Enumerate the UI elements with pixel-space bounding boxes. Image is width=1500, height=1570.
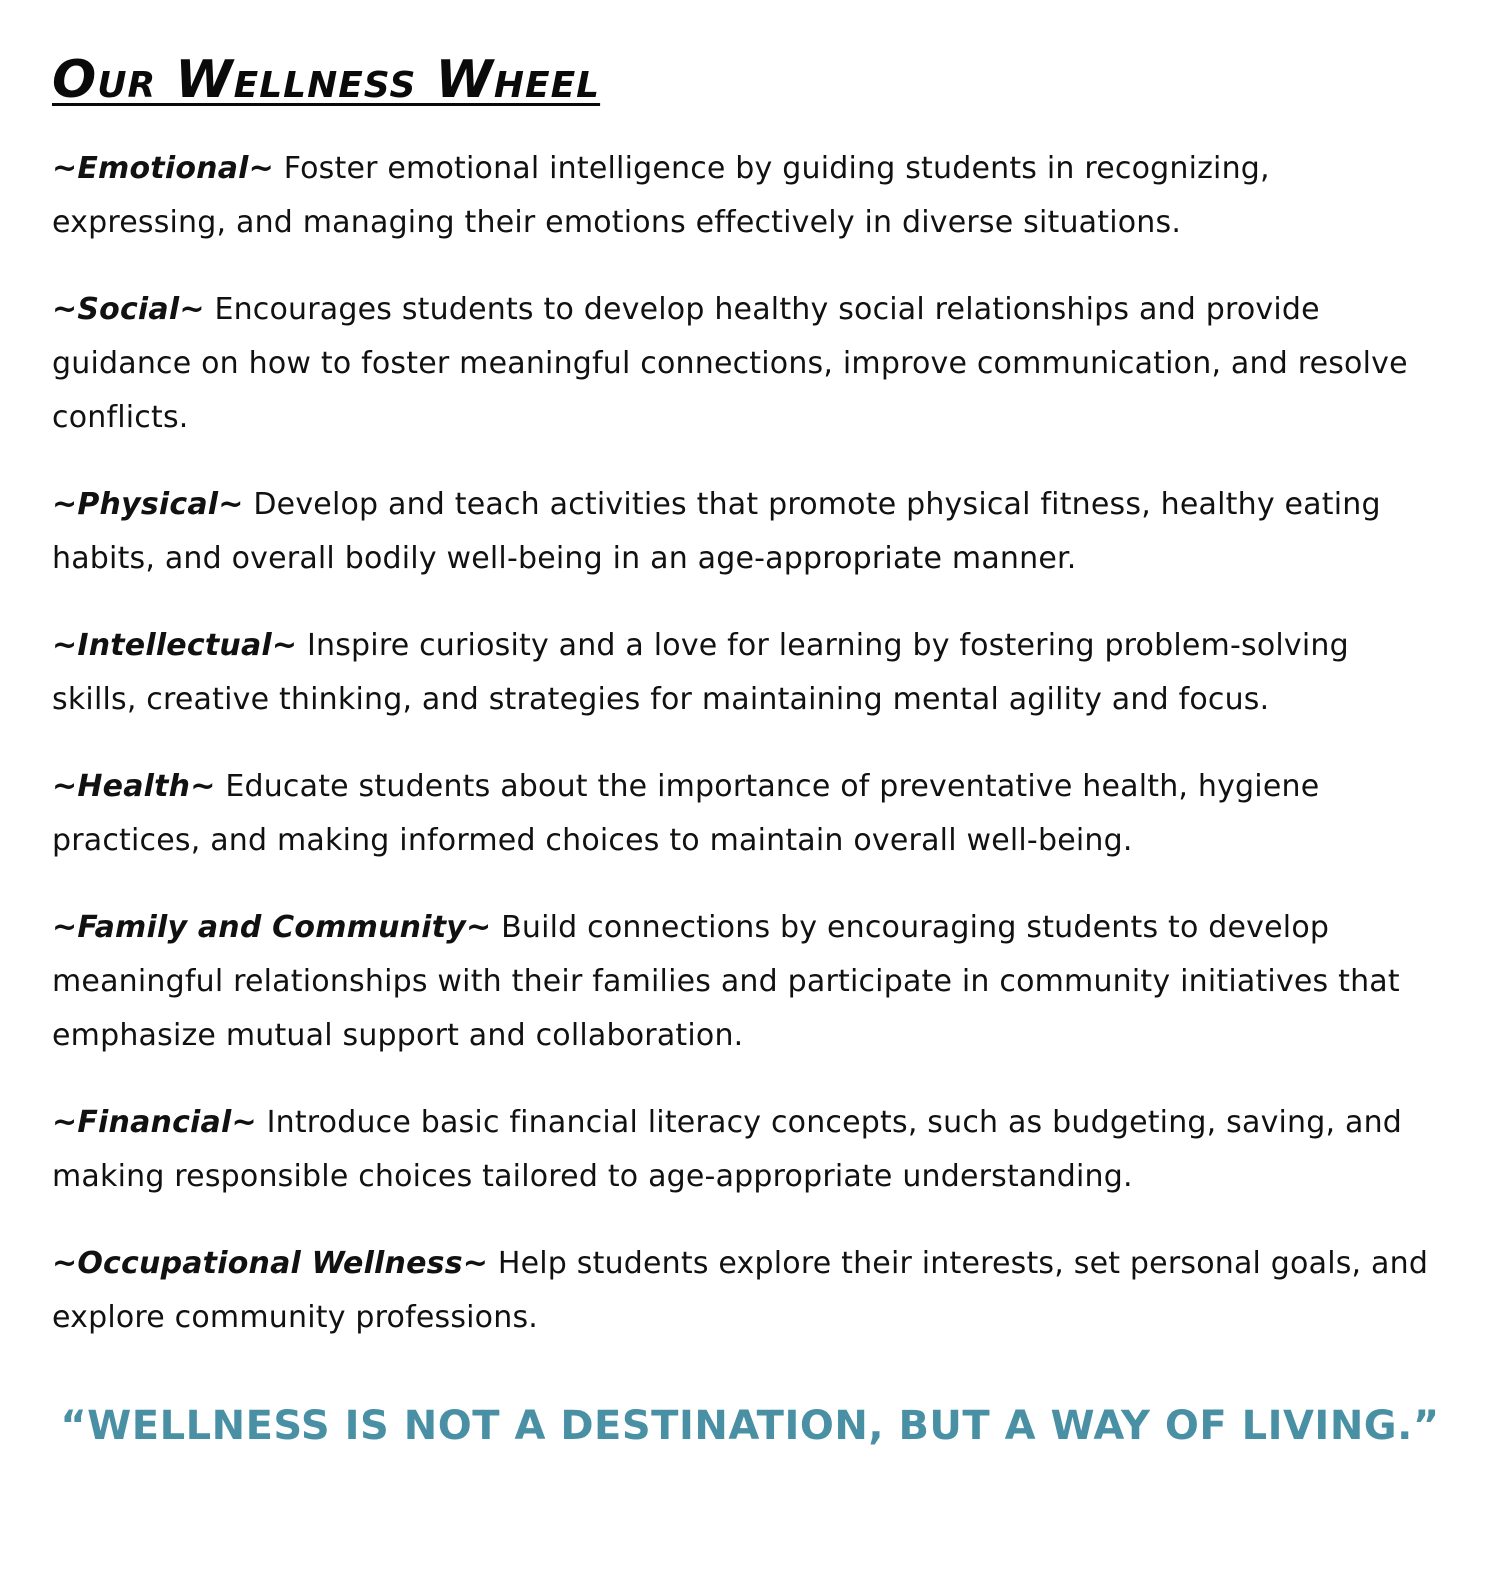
page-title: Our Wellness Wheel <box>52 50 601 110</box>
section-label: ~Emotional~ <box>52 151 274 186</box>
section-text: Help students explore their interests, set personal goals, and explore community professions. <box>52 1246 1429 1335</box>
section-financial <box>52 1096 1430 1204</box>
section-social <box>52 283 1430 445</box>
section-text: Build connections by encouraging students to develop meaningful relationships with their families and participate in community initiatives that emphasize mutual support and collaboration. <box>52 910 1400 1053</box>
section-text: Educate students about the importance of preventative health, hygiene practices, and making informed choices to maintain overall well-being. <box>52 769 1320 858</box>
section-text: Develop and teach activities that promote physical fitness, healthy eating habits, and overall bodily well-being in an age-appropriate manner. <box>52 487 1381 576</box>
closing-quote: “WELLNESS IS NOT A DESTINATION, BUT A WAY OF LIVING.” <box>60 1403 1440 1449</box>
section-label: ~Financial~ <box>52 1105 257 1140</box>
section-text: Encourages students to develop healthy social relationships and provide guidance on how to foster meaningful connections, improve communication, and resolve conflicts. <box>52 292 1408 435</box>
section-text: Inspire curiosity and a love for learning by fostering problem-solving skills, creative thinking, and strategies for maintaining mental agility and focus. <box>52 628 1349 717</box>
section-health <box>52 760 1430 868</box>
section-text: Foster emotional intelligence by guiding students in recognizing, expressing, and managing their emotions effectively in diverse situations. <box>52 151 1270 240</box>
section-emotional <box>52 142 1430 250</box>
section-intellectual <box>52 619 1430 727</box>
section-label: ~Intellectual~ <box>52 628 298 663</box>
section-label: ~Social~ <box>52 292 205 327</box>
section-label: ~Family and Community~ <box>52 910 492 945</box>
section-family-community <box>52 901 1430 1063</box>
section-label: ~Physical~ <box>52 487 244 522</box>
section-physical <box>52 478 1430 586</box>
section-text: Introduce basic financial literacy concepts, such as budgeting, saving, and making responsible choices tailored to age-appropriate understanding. <box>52 1105 1403 1194</box>
section-label: ~Occupational Wellness~ <box>52 1246 489 1281</box>
section-label: ~Health~ <box>52 769 216 804</box>
section-occupational <box>52 1237 1430 1345</box>
